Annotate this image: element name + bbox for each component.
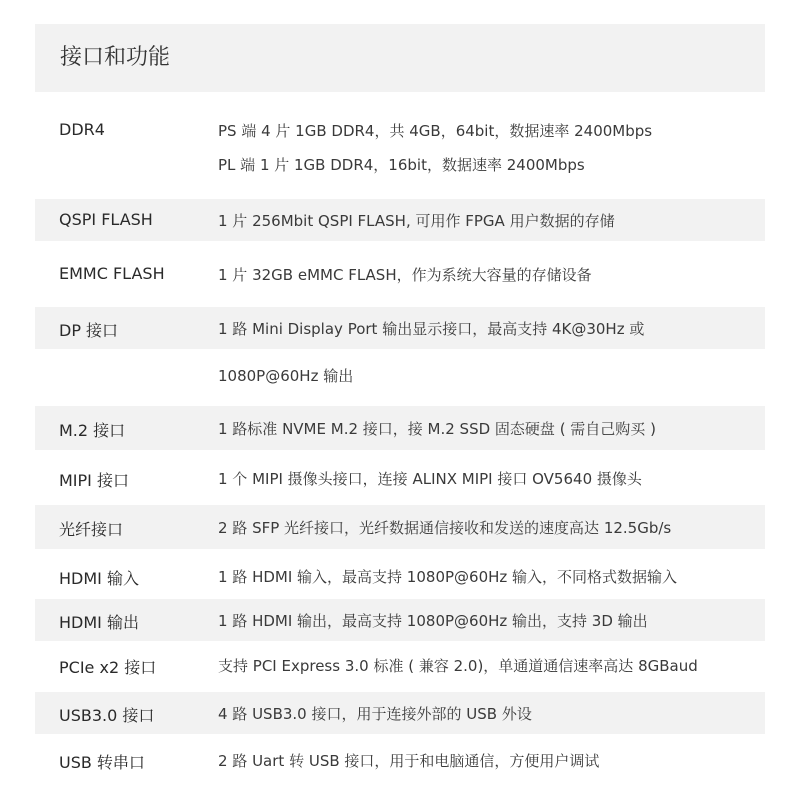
spec-label: QSPI FLASH <box>59 210 153 229</box>
spec-row-fiber <box>35 505 765 549</box>
spec-value: 支持 PCI Express 3.0 标准 ( 兼容 2.0)，单通道通信速率高达 8GBaud <box>218 657 698 675</box>
spec-label: DDR4 <box>59 120 105 139</box>
spec-value: 4 路 USB3.0 接口，用于连接外部的 USB 外设 <box>218 705 532 723</box>
spec-row-usb3 <box>35 692 765 734</box>
spec-label: EMMC FLASH <box>59 264 165 283</box>
spec-label: USB 转串口 <box>59 753 145 772</box>
spec-value: 1 路标准 NVME M.2 接口，接 M.2 SSD 固态硬盘 ( 需自己购买 ) <box>218 420 656 438</box>
section-title: 接口和功能 <box>60 45 171 70</box>
spec-row-emmc-flash <box>35 250 765 298</box>
spec-value: 1 路 HDMI 输出，最高支持 1080P@60Hz 输出，支持 3D 输出 <box>218 612 648 630</box>
spec-row-mipi <box>35 455 765 499</box>
spec-value: 1 片 256Mbit QSPI FLASH, 可用作 FPGA 用户数据的存储 <box>218 212 615 230</box>
spec-value: 1 片 32GB eMMC FLASH，作为系统大容量的存储设备 <box>218 266 592 284</box>
spec-label: M.2 接口 <box>59 421 126 440</box>
spec-value: 1080P@60Hz 输出 <box>218 367 354 385</box>
spec-value: 1 路 Mini Display Port 输出显示接口，最高支持 4K@30Hz 或 <box>218 320 645 338</box>
spec-row-pcie <box>35 643 765 687</box>
spec-row-hdmi-in <box>35 553 765 597</box>
spec-label: USB3.0 接口 <box>59 706 155 725</box>
spec-label: HDMI 输出 <box>59 613 139 632</box>
spec-row-hdmi-out <box>35 599 765 641</box>
spec-value: PL 端 1 片 1GB DDR4，16bit，数据速率 2400Mbps <box>218 156 585 174</box>
spec-label: MIPI 接口 <box>59 471 129 490</box>
spec-value: 1 个 MIPI 摄像头接口，连接 ALINX MIPI 接口 OV5640 摄像头 <box>218 470 642 488</box>
spec-value: PS 端 4 片 1GB DDR4，共 4GB，64bit，数据速率 2400Mbps <box>218 122 653 140</box>
spec-label: PCIe x2 接口 <box>59 658 157 677</box>
spec-row-ddr4 <box>35 106 765 198</box>
spec-row-dp <box>35 307 765 399</box>
spec-label: 光纤接口 <box>59 520 124 539</box>
spec-label: HDMI 输入 <box>59 569 139 588</box>
spec-row-m2 <box>35 406 765 450</box>
spec-row-usb-uart <box>35 738 765 782</box>
spec-value: 2 路 SFP 光纤接口，光纤数据通信接收和发送的速度高达 12.5Gb/s <box>218 519 672 537</box>
spec-value: 1 路 HDMI 输入，最高支持 1080P@60Hz 输入，不同格式数据输入 <box>218 568 678 586</box>
spec-row-qspi-flash <box>35 199 765 241</box>
spec-label: DP 接口 <box>59 321 119 340</box>
section-header <box>35 24 765 92</box>
spec-value: 2 路 Uart 转 USB 接口，用于和电脑通信，方便用户调试 <box>218 752 600 770</box>
